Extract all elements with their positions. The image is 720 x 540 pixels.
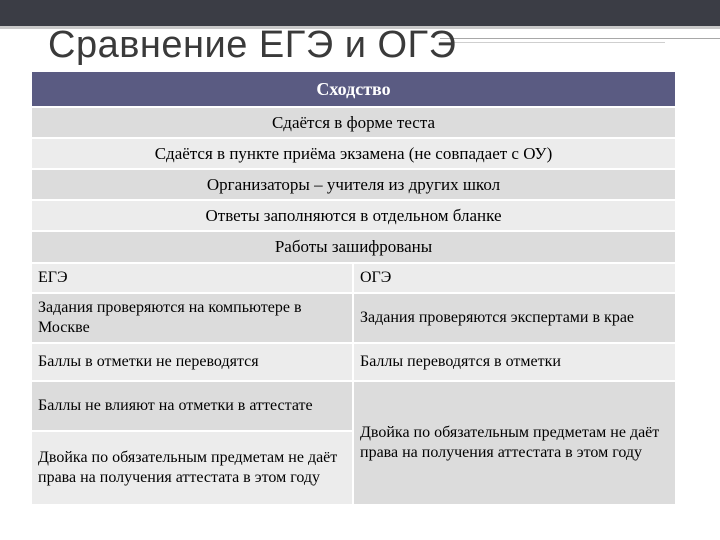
ege-cell: Баллы не влияют на отметки в аттестате xyxy=(32,382,352,430)
similarity-row: Работы зашифрованы xyxy=(32,232,675,262)
similarity-row: Сдаётся в пункте приёма экзамена (не совпадает с ОУ) xyxy=(32,139,675,168)
oge-cell: Задания проверяются экспертами в крае xyxy=(354,294,675,342)
ege-cell: Баллы в отметки не переводятся xyxy=(32,344,352,380)
slide-title: Сравнение ЕГЭ и ОГЭ xyxy=(48,24,457,66)
similarity-row: Сдаётся в форме теста xyxy=(32,108,675,137)
slide-top-bar xyxy=(0,0,720,26)
similarity-row: Организаторы – учителя из других школ xyxy=(32,170,675,199)
ege-column-header: ЕГЭ xyxy=(32,264,352,292)
oge-cell: Баллы переводятся в отметки xyxy=(354,344,675,380)
title-rule xyxy=(440,38,720,39)
similarity-row: Ответы заполняются в отдельном бланке xyxy=(32,201,675,230)
ege-cell: Задания проверяются на компьютере в Москве xyxy=(32,294,352,342)
ege-cell: Двойка по обязательным предметам не даёт права на получения аттестата в этом году xyxy=(32,432,352,504)
similarity-header: Сходство xyxy=(32,72,675,106)
oge-merged-cell: Двойка по обязательным предметам не даёт права на получения аттестата в этом году xyxy=(354,382,675,504)
oge-column-header: ОГЭ xyxy=(354,264,675,292)
title-rule-secondary xyxy=(440,42,665,43)
